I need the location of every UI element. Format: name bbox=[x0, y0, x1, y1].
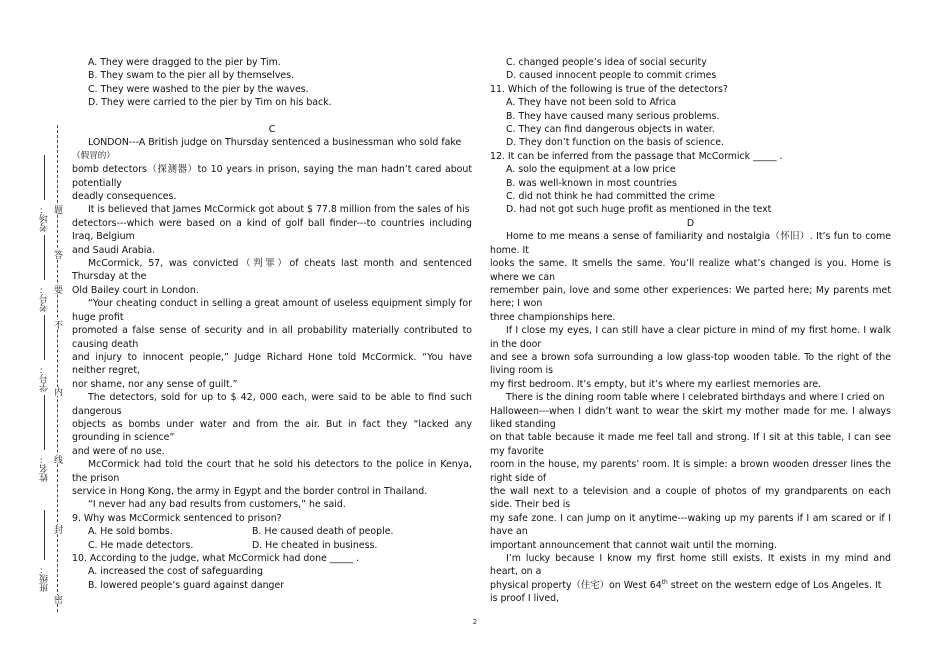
passage-d-line: Home to me means a sense of familiarity and nostalgia（怀旧）. It’s fun to come home. It bbox=[490, 231, 891, 256]
room-label: 考场： bbox=[40, 205, 50, 232]
ordinal-suffix: th bbox=[661, 578, 668, 586]
q8-option-c: C. They were washed to the pier by the waves. bbox=[88, 83, 309, 95]
left-column bbox=[72, 56, 472, 592]
passage-c-line: objects as bombs under water and from the air. But in fact they “lacked any grounding in science” bbox=[72, 418, 472, 444]
name-label: 姓名： bbox=[40, 455, 50, 482]
passage-c-line: nor shame, nor any sense of guilt.” bbox=[72, 378, 238, 390]
passage-c-line: It is believed that James McCormick got about $ 77.8 million from the sales of his bbox=[88, 204, 470, 216]
q11-stem: 11. Which of the following is true of the detectors? bbox=[490, 83, 728, 95]
name-blank bbox=[44, 395, 45, 450]
passage-d-line: Halloween---when I didn’t want to wear the skirt my mother made for me. I always liked standing bbox=[490, 405, 891, 430]
class-label: 班级： bbox=[40, 565, 50, 592]
q9-option-d: D. He cheated in business. bbox=[252, 539, 378, 551]
passage-c-line: “I never had any bad results from customers,” he said. bbox=[88, 499, 346, 511]
passage-d-line: the wall next to a television and a couple of photos of my grandparents on each side. Their bed is bbox=[490, 486, 891, 511]
passage-d-line: on that table because it made me feel tall and strong. If I sit at this table, I can see my favorite bbox=[490, 432, 891, 457]
seal-word: 题 bbox=[52, 205, 62, 214]
passage-c-line: Old Bailey court in London. bbox=[72, 284, 199, 296]
q8-option-d: D. They were carried to the pier by Tim on his back. bbox=[88, 97, 332, 109]
exam-no-label: 考号： bbox=[40, 285, 50, 312]
passage-c-line: The detectors, sold for up to $ 42, 000 each, were said to be able to find such dangerous bbox=[72, 392, 472, 417]
passage-d-line-part: street on the western edge of Los Angeles. It is proof I lived, bbox=[490, 579, 882, 605]
q10-option-d: D. caused innocent people to commit crimes bbox=[506, 70, 717, 82]
passage-c-line: McCormick had told the court that he sold his detectors to the police in Kenya, the prison bbox=[72, 459, 472, 484]
section-c-heading: C bbox=[268, 124, 276, 136]
class-blank bbox=[44, 510, 45, 560]
passage-d-line: my first bedroom. It’s empty, but it’s where my earliest memories are. bbox=[490, 378, 822, 390]
passage-d-line: I’m lucky because I know my first home still exists. It exists in my mind and heart, on a bbox=[490, 553, 891, 578]
q9-options-row-2 bbox=[72, 539, 472, 552]
passage-d-line: If I close my eyes, I can still have a clear picture in mind of my first home. I walk in the door bbox=[490, 325, 891, 350]
passage-d-line: three championships here. bbox=[490, 311, 616, 323]
passage-d-line: room in the house, my parents’ room. It is simple: a brown wooden dresser lines the right side of bbox=[490, 459, 891, 484]
room-blank bbox=[44, 155, 45, 200]
q10-option-b: B. lowered people’s guard against danger bbox=[88, 579, 285, 591]
passage-c-line: LONDON---A British judge on Thursday sentenced a businessman who sold fake bbox=[88, 137, 462, 149]
q12-stem: 12. It can be inferred from the passage that McCormick _____ . bbox=[490, 150, 783, 162]
q9-stem: 9. Why was McCormick sentenced to prison? bbox=[72, 512, 282, 524]
passage-c-line: and injury to innocent people,” Judge Richard Hone told McCormick. “You have neither regret, bbox=[72, 351, 472, 377]
passage-d-line: looks the same. It smells the same. You’ll realize what’s changed is you. Home is where we can bbox=[490, 258, 891, 283]
student-no-label: 学号： bbox=[40, 365, 50, 392]
seal-word: 要 bbox=[52, 285, 62, 294]
q12-option-b: B. was well-known in most countries bbox=[506, 177, 677, 189]
seal-word: 线 bbox=[52, 455, 62, 464]
passage-c-line: “Your cheating conduct in selling a great amount of useless equipment simply for huge profit bbox=[72, 298, 472, 323]
exam-no-blank bbox=[44, 235, 45, 280]
q11-option-a: A. They have not been sold to Africa bbox=[506, 97, 677, 109]
q11-option-d: D. They don’t function on the basis of science. bbox=[506, 137, 725, 149]
q8-option-a: A. They were dragged to the pier by Tim. bbox=[88, 57, 281, 68]
passage-d-line bbox=[490, 579, 891, 606]
passage-c-line: McCormick, 57, was convicted（判罪）of cheats last month and sentenced Thursday at the bbox=[72, 258, 472, 283]
q10-stem: 10. According to the judge, what McCormick had done _____ . bbox=[72, 553, 360, 565]
section-d-heading: D bbox=[686, 217, 695, 229]
seal-word: 内 bbox=[52, 387, 62, 396]
q12-option-c: C. did not think he had committed the crime bbox=[506, 191, 715, 203]
q12-option-d: D. had not got such huge profit as mentioned in the text bbox=[506, 204, 772, 216]
passage-d-line-part: physical property（住宅）on West 64 bbox=[490, 579, 662, 591]
passage-d-line: remember pain, love and some other experiences: We parted here; My parents met here; I won bbox=[490, 284, 891, 310]
q11-option-b: B. They have caused many serious problems. bbox=[506, 110, 720, 122]
q9-options-row-1 bbox=[72, 525, 472, 538]
page-number: 2 bbox=[472, 618, 478, 626]
passage-c-line: detectors---which were based on a kind of golf ball finder---to countries including Iraq, Belgium bbox=[72, 217, 472, 243]
passage-d-line: and see a brown sofa surrounding a low glass-top wooden table. To the right of the living room is bbox=[490, 351, 891, 377]
q8-option-b: B. They swam to the pier all by themselves. bbox=[88, 70, 295, 82]
q9-option-b: B. He caused death of people. bbox=[252, 526, 394, 538]
student-no-blank bbox=[44, 315, 45, 360]
right-column bbox=[490, 56, 891, 606]
q9-option-a: A. He sold bombs. bbox=[88, 526, 173, 538]
q10-option-a: A. increased the cost of safeguarding bbox=[88, 566, 263, 578]
passage-d-line: my safe zone. I can jump on it anytime---waking up my parents if I am scared or if I have an bbox=[490, 512, 891, 538]
passage-c-line: and Saudi Arabia. bbox=[72, 244, 156, 256]
passage-c-line: and were of no use. bbox=[72, 445, 165, 457]
q11-option-c: C. They can find dangerous objects in water. bbox=[506, 124, 715, 136]
q12-option-a: A. solo the equipment at a low price bbox=[506, 164, 676, 176]
binding-margin bbox=[40, 125, 70, 612]
passage-c-line: promoted a false sense of security and in all probability materially contributed to causing death bbox=[72, 325, 472, 350]
seal-word: 答 bbox=[52, 250, 62, 259]
passage-d-line: important announcement that cannot wait until the morning. bbox=[490, 539, 777, 551]
passage-c-line: deadly consequences. bbox=[72, 191, 177, 203]
passage-c-line: service in Hong Kong, the army in Egypt and the border control in Thailand. bbox=[72, 485, 428, 497]
seal-word: 密 bbox=[52, 595, 62, 604]
seal-word: 不 bbox=[52, 320, 62, 329]
passage-c-line: （假冒的） bbox=[72, 150, 115, 161]
passage-d-line: There is the dining room table where I celebrated birthdays and where I cried on bbox=[506, 392, 885, 404]
q9-option-c: C. He made detectors. bbox=[88, 539, 194, 551]
seal-word: 封 bbox=[52, 525, 62, 534]
q10-option-c: C. changed people’s idea of social security bbox=[506, 57, 707, 68]
passage-c-line: bomb detectors（探测器）to 10 years in prison, saying the man hadn’t cared about potentially bbox=[72, 164, 472, 189]
